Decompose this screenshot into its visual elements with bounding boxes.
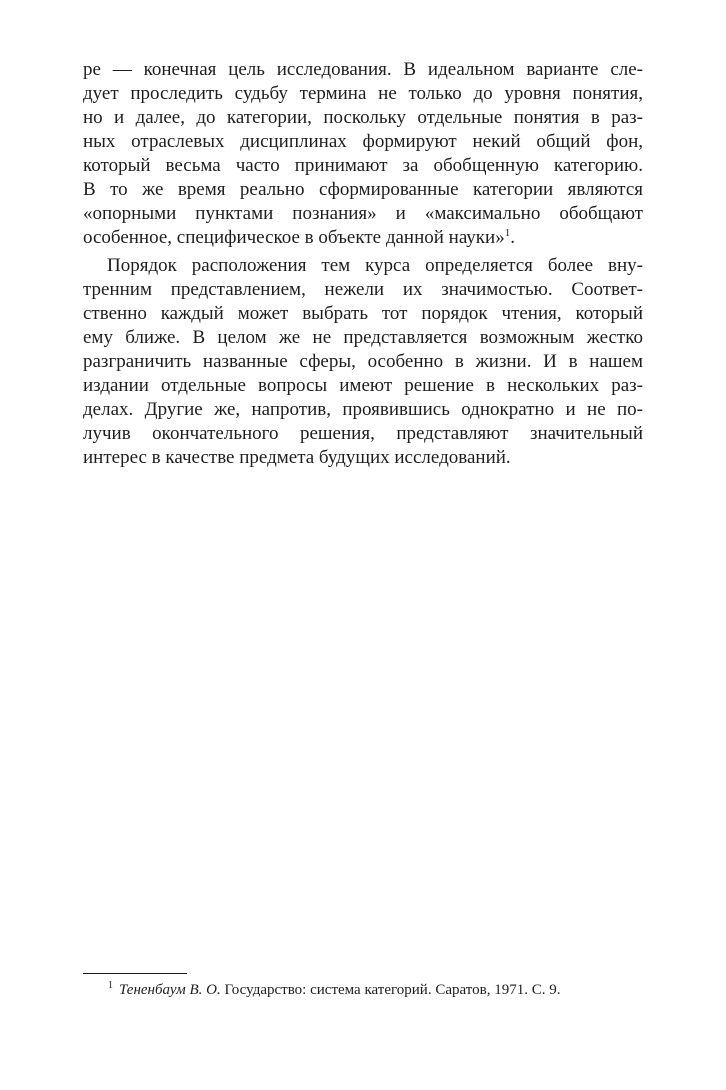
text-line: но и далее, до категории, поскольку отдельные понятия в раз- <box>83 107 643 128</box>
text-line: ных отраслевых дисциплинах формируют некий общий фон, <box>83 131 643 152</box>
text-line-last: особенное, специфическое в объекте данной науки»$^1$. <box>83 227 515 248</box>
text-line: издании отдельные вопросы имеют решение в нескольких раз- <box>83 375 643 396</box>
footnote-number: 1 <box>108 980 113 991</box>
text-line: разграничить названные сферы, особенно в жизни. И в нашем <box>83 351 643 372</box>
text-line: дует проследить судьбу термина не только до уровня понятия, <box>83 83 643 104</box>
text-line-content: особенное, специфическое в объекте данной науки» <box>83 227 505 248</box>
text-line: лучив окончательного решения, представляют значительный <box>83 423 643 444</box>
footnote <box>108 980 560 1000</box>
text-line-first: Порядок расположения тем курса определяется более вну- <box>107 255 643 276</box>
text-line: ственно каждый может выбрать тот порядок чтения, который <box>83 303 643 324</box>
text-line: ре — конечная цель исследования. В идеальном варианте сле- <box>83 59 643 80</box>
body-text <box>83 58 643 470</box>
text-line: «опорными пунктами познания» и «максимально обобщают <box>83 203 643 224</box>
text-line: ему ближе. В целом же не представляется возможным жестко <box>83 327 643 348</box>
footnote-author: Тененбаум В. О. <box>119 982 221 998</box>
footnote-reference: 1 <box>504 227 511 239</box>
footnote-divider <box>83 973 187 974</box>
paragraph-1 <box>83 58 643 250</box>
text-line-last: интерес в качестве предмета будущих исследований. <box>83 447 511 468</box>
text-line: делах. Другие же, напротив, проявившись однократно и не по- <box>83 399 643 420</box>
text-line: тренним представлением, нежели их значимостью. Соответ- <box>83 279 643 300</box>
footnote-text: Государство: система категорий. Саратов, 1971. С. 9. <box>224 982 561 998</box>
text-line: который весьма часто принимают за обобщенную категорию. <box>83 155 643 176</box>
text-line: В то же время реально сформированные категории являются <box>83 179 643 200</box>
paragraph-2 <box>83 254 643 470</box>
